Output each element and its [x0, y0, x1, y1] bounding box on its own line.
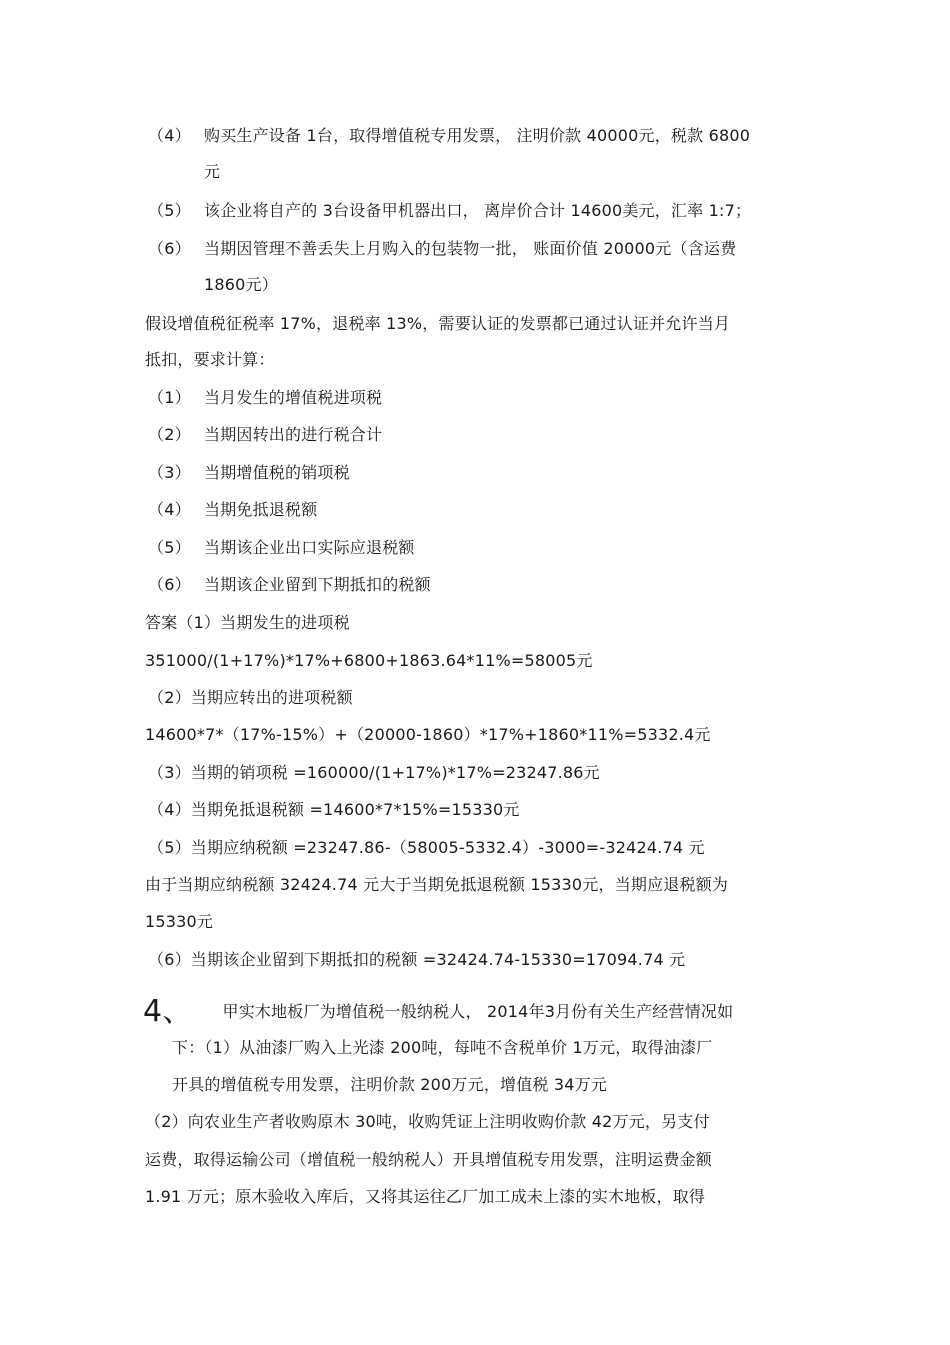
item-4	[148, 124, 750, 148]
requirement-number: （2）	[148, 425, 191, 444]
assumption-line-1: 假设增值税征税率 17%，退税率 13%，需要认证的发票都已通过认证并允许当月	[145, 314, 731, 333]
item-number: （5）	[148, 201, 191, 220]
question-4-line-3: 开具的增值税专用发票，注明价款 200万元，增值税 34万元	[172, 1075, 608, 1094]
requirement-number: （6）	[148, 575, 191, 594]
requirement-number: （3）	[148, 463, 191, 482]
requirement-number: （1）	[148, 388, 191, 407]
answer-5: （5）当期应纳税额 =23247.86-（58005-5332.4）-3000=-32424.74 元	[148, 838, 705, 857]
requirement-text: 当月发生的增值税进项税	[204, 388, 383, 407]
item-4-continued: 元	[204, 162, 221, 181]
requirement-1	[148, 386, 382, 410]
answer-5-explanation: 由于当期应纳税额 32424.74 元大于当期免抵退税额 15330元，当期应退税额为	[145, 875, 729, 894]
item-text: 购买生产设备 1台，取得增值税专用发票， 注明价款 40000元，税款 6800	[204, 126, 751, 145]
answer-4: （4）当期免抵退税额 =14600*7*15%=15330元	[148, 800, 520, 819]
assumption-line-2: 抵扣，要求计算：	[145, 350, 275, 369]
question-4-line-4: （2）向农业生产者收购原木 30吨，收购凭证上注明收购价款 42万元，另支付	[145, 1112, 710, 1131]
requirement-text: 当期该企业留到下期抵扣的税额	[204, 575, 431, 594]
requirement-text: 当期该企业出口实际应退税额	[204, 538, 415, 557]
item-6-continued: 1860元）	[204, 275, 278, 294]
question-4-line-5: 运费，取得运输公司（增值税一般纳税人）开具增值税专用发票，注明运费金额	[145, 1150, 713, 1169]
item-text: 该企业将自产的 3台设备甲机器出口， 离岸价合计 14600美元，汇率 1:7；	[204, 201, 752, 220]
answer-6: （6）当期该企业留到下期抵扣的税额 =32424.74-15330=17094.74 元	[148, 950, 686, 969]
question-4-line-6: 1.91 万元；原木验收入库后，又将其运往乙厂加工成未上漆的实木地板，取得	[145, 1187, 706, 1206]
requirement-2	[148, 423, 382, 447]
question-4-line-2: 下：（1）从油漆厂购入上光漆 200吨，每吨不含税单价 1万元，取得油漆厂	[172, 1038, 713, 1057]
requirement-text: 当期增值税的销项税	[204, 463, 350, 482]
requirement-5	[148, 536, 415, 560]
item-5	[148, 199, 751, 223]
answer-1-heading: 答案（1）当期发生的进项税	[145, 613, 350, 632]
answer-2-heading: （2）当期应转出的进项税额	[148, 688, 353, 707]
requirement-4	[148, 498, 317, 522]
requirement-number: （4）	[148, 500, 191, 519]
answer-5-result: 15330元	[145, 912, 214, 931]
question-4-heading	[143, 995, 733, 1029]
answer-2-calculation: 14600*7*（17%-15%）+（20000-1860）*17%+1860*11%=5332.4元	[145, 725, 711, 744]
requirement-text: 当期免抵退税额	[204, 500, 318, 519]
item-6	[148, 237, 736, 261]
requirement-6	[148, 573, 431, 597]
item-text: 当期因管理不善丢失上月购入的包装物一批， 账面价值 20000元（含运费	[204, 239, 737, 258]
answer-3: （3）当期的销项税 =160000/(1+17%)*17%=23247.86元	[148, 763, 600, 782]
answer-1-calculation: 351000/(1+17%)*17%+6800+1863.64*11%=58005元	[145, 651, 593, 670]
question-4-text: 甲实木地板厂为增值税一般纳税人， 2014年3月份有关生产经营情况如	[222, 1002, 734, 1021]
requirement-3	[148, 461, 350, 485]
requirement-number: （5）	[148, 538, 191, 557]
item-number: （4）	[148, 126, 191, 145]
question-number: 4、	[143, 994, 193, 1029]
requirement-text: 当期因转出的进行税合计	[204, 425, 383, 444]
item-number: （6）	[148, 239, 191, 258]
